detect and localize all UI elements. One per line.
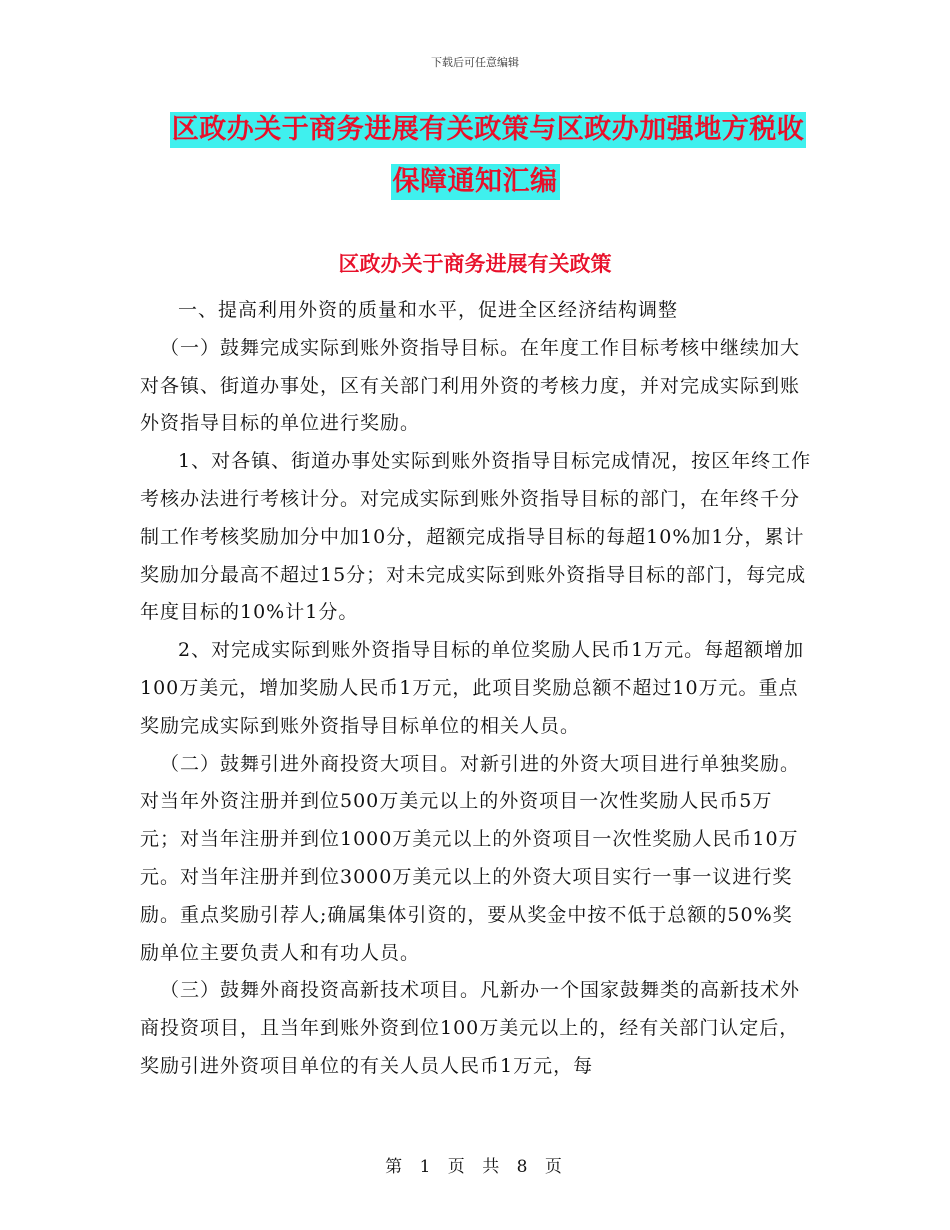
- title-line-1: 区政办关于商务进展有关政策与区政办加强地方税收: [170, 112, 807, 148]
- paragraph: （一）鼓舞完成实际到账外资指导目标。在年度工作目标考核中继续加大对各镇、街道办事处，区有关部门利用外资的考核力度，并对完成实际到账外资指导目标的单位进行奖励。: [140, 336, 801, 435]
- paragraph: 2、对完成实际到账外资指导目标的单位奖励人民币1万元。每超额增加100万美元，增加奖励人民币1万元，此项目奖励总额不超过10万元。重点奖励完成实际到账外资指导目标单位的相关人员。: [140, 639, 805, 737]
- paragraph: 1、对各镇、街道办事处实际到账外资指导目标完成情况，按区年终工作考核办法进行考核计分。对完成实际到账外资指导目标的部门，在年终千分制工作考核奖励加分中加10分，超额完成指导目标的每超10%加1分，累计奖励加分最高不超过15分；对未完成实际到账外资指导目标的部门，每完成年度目标的10%计1分。: [140, 450, 812, 624]
- section-heading: 区政办关于商务进展有关政策: [338, 251, 612, 276]
- page-header-note: 下载后可任意编辑: [431, 56, 519, 69]
- paragraph: 一、提高利用外资的质量和水平，促进全区经济结构调整: [178, 299, 679, 321]
- page-footer: 第 1 页 共 8 页: [385, 1157, 565, 1177]
- document-title: [0, 112, 950, 200]
- document-body: [140, 292, 812, 1086]
- paragraph: （三）鼓舞外商投资高新技术项目。凡新办一个国家鼓舞类的高新技术外商投资项目，且当年到账外资到位100万美元以上的，经有关部门认定后，奖励引进外资项目单位的有关人员人民币1万元，每: [140, 979, 801, 1077]
- title-line-2: 保障通知汇编: [391, 164, 560, 200]
- paragraph: （二）鼓舞引进外商投资大项目。对新引进的外资大项目进行单独奖励。对当年外资注册并到位500万美元以上的外资项目一次性奖励人民币5万元；对当年注册并到位1000万美元以上的外资项目一次性奖励人民币10万元。对当年注册并到位3000万美元以上的外资大项目实行一事一议进行奖励。重点奖励引荐人;确属集体引资的，要从奖金中按不低于总额的50%奖励单位主要负责人和有功人员。: [140, 752, 801, 964]
